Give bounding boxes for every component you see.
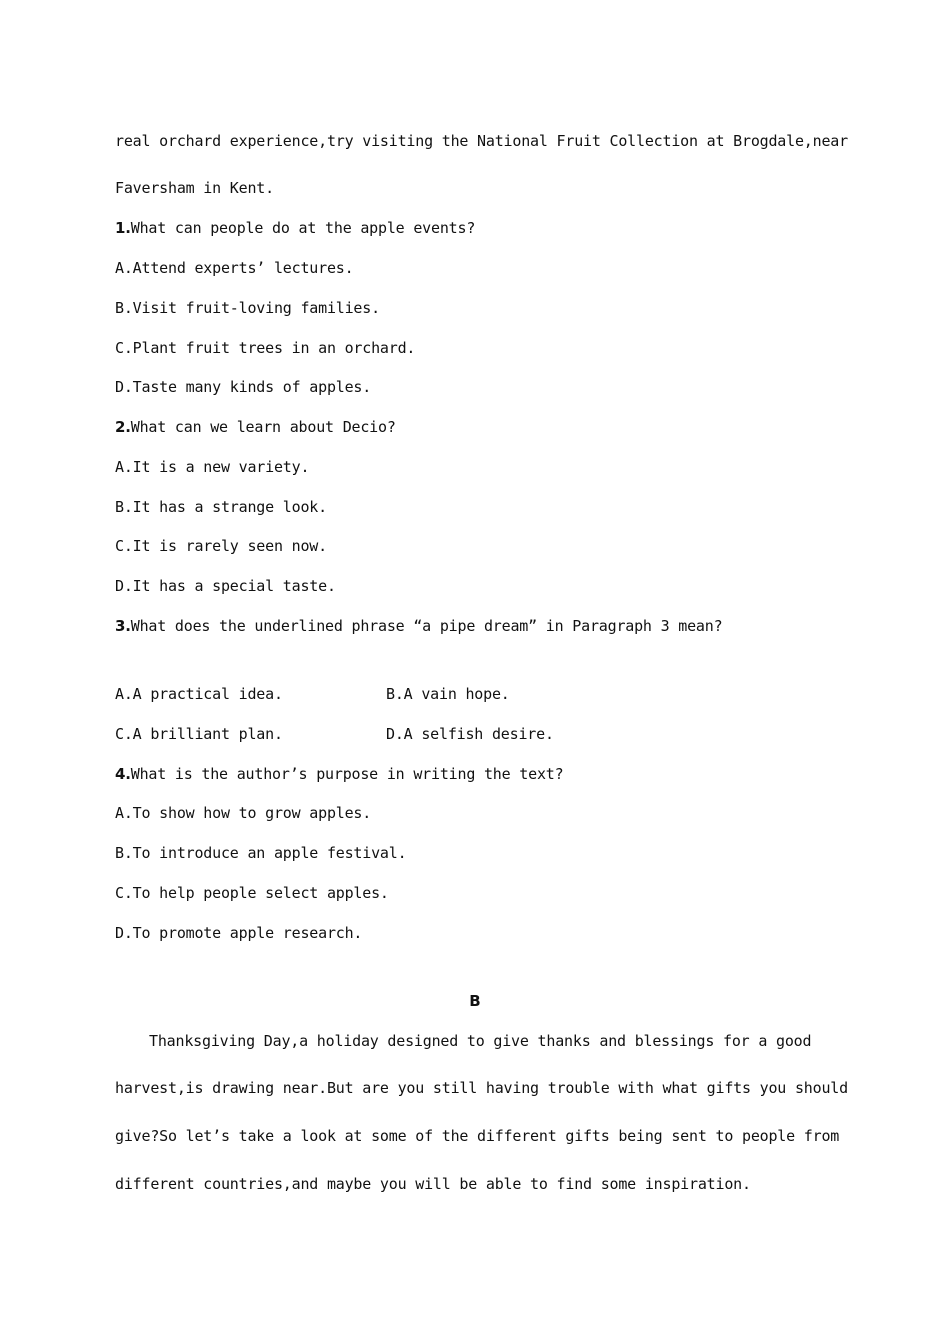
question-number: 4.: [115, 765, 131, 783]
passage-a-line-2: Faversham in Kent.: [115, 179, 274, 197]
question-2-option-c: C.It is rarely seen now.: [115, 537, 327, 555]
question-4-option-a: A.To show how to grow apples.: [115, 804, 372, 822]
question-number: 1.: [115, 219, 131, 237]
question-2-option-a: A.It is a new variety.: [115, 458, 310, 476]
question-1-option-d: D.Taste many kinds of apples.: [115, 378, 372, 396]
section-b-line-4: different countries,and maybe you will be able to find some inspiration.: [115, 1175, 751, 1193]
question-1-option-a: A.Attend experts’ lectures.: [115, 259, 354, 277]
question-4-option-b: B.To introduce an apple festival.: [115, 844, 407, 862]
question-text: What can we learn about Decio?: [130, 418, 396, 436]
question-4: [115, 764, 563, 784]
section-b-line-1: Thanksgiving Day,a holiday designed to give thanks and blessings for a good: [149, 1032, 812, 1050]
question-4-option-c: C.To help people select apples.: [115, 884, 389, 902]
question-3-option-c: C.A brilliant plan.: [115, 725, 283, 743]
question-2-option-b: B.It has a strange look.: [115, 498, 327, 516]
question-1-option-c: C.Plant fruit trees in an orchard.: [115, 339, 416, 357]
question-4-option-d: D.To promote apple research.: [115, 924, 363, 942]
question-text: What is the author’s purpose in writing the text?: [130, 765, 564, 783]
question-2: [115, 417, 396, 437]
question-3-option-d: D.A selfish desire.: [386, 725, 554, 743]
question-number: 3.: [115, 617, 131, 635]
question-3-option-b: B.A vain hope.: [386, 685, 510, 703]
question-3: [115, 616, 722, 636]
passage-a-line-1: real orchard experience,try visiting the National Fruit Collection at Brogdale,near: [115, 132, 848, 150]
question-1: [115, 218, 475, 238]
section-b-heading: B: [469, 992, 481, 1010]
section-b-line-3: give?So let’s take a look at some of the different gifts being sent to people from: [115, 1127, 840, 1145]
question-text: What can people do at the apple events?: [130, 219, 476, 237]
question-number: 2.: [115, 418, 131, 436]
question-2-option-d: D.It has a special taste.: [115, 577, 336, 595]
question-1-option-b: B.Visit fruit-loving families.: [115, 299, 380, 317]
section-b-line-2: harvest,is drawing near.But are you still having trouble with what gifts you should: [115, 1079, 848, 1097]
question-3-option-a: A.A practical idea.: [115, 685, 283, 703]
question-text: What does the underlined phrase “a pipe dream” in Paragraph 3 mean?: [130, 617, 723, 635]
